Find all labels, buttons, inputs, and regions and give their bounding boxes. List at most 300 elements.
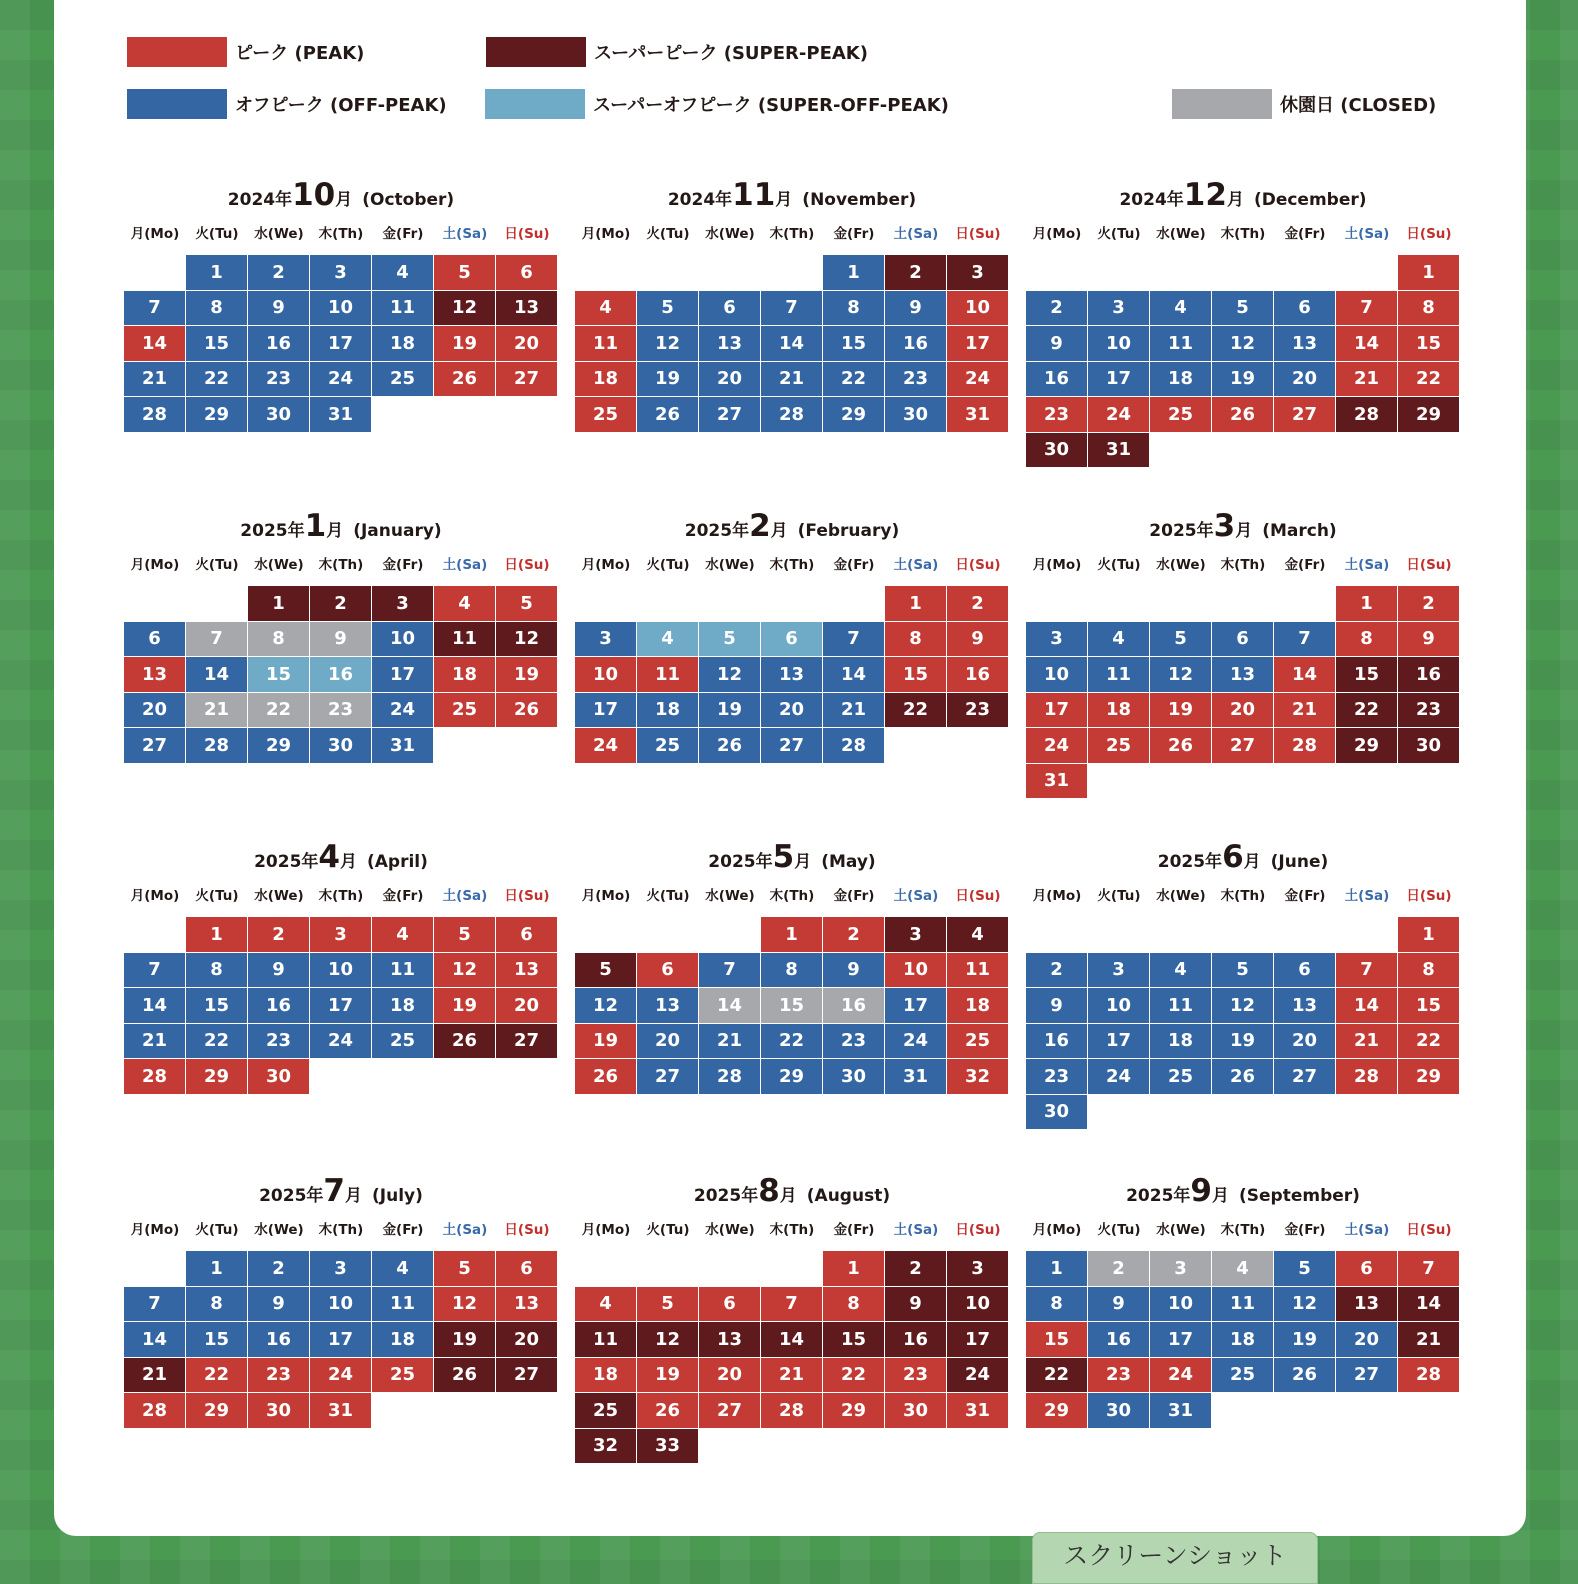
day-cell: 1 <box>1398 917 1460 953</box>
weekday-label: 月(Mo) <box>581 888 631 904</box>
blank-cell <box>1274 255 1336 291</box>
day-cell: 27 <box>1274 397 1336 433</box>
day-cell: 3 <box>947 255 1009 291</box>
month-title <box>575 175 1009 215</box>
weekday-label: 日(Su) <box>955 557 1001 573</box>
day-cell: 21 <box>124 1358 186 1394</box>
day-cell: 13 <box>1274 326 1336 362</box>
day-cell: 2 <box>1026 291 1088 327</box>
day-cell: 19 <box>699 693 761 729</box>
month-year: 2025年 <box>1157 852 1223 872</box>
day-cell: 25 <box>575 1393 637 1429</box>
day-grid <box>124 1251 558 1429</box>
day-cell: 5 <box>1150 622 1212 658</box>
day-cell: 1 <box>186 255 248 291</box>
blank-cell <box>186 586 248 622</box>
day-cell: 11 <box>637 657 699 693</box>
blank-cell <box>575 1251 637 1287</box>
weekday-label: 水(We) <box>705 226 755 242</box>
weekday-label: 木(Th) <box>769 1222 815 1238</box>
blank-cell <box>575 586 637 622</box>
day-cell: 18 <box>575 362 637 398</box>
weekday-label: 水(We) <box>254 888 304 904</box>
weekday-label: 水(We) <box>1156 1222 1206 1238</box>
day-cell: 14 <box>761 1322 823 1358</box>
day-cell: 4 <box>1150 953 1212 989</box>
month-english: (December) <box>1253 190 1367 210</box>
day-cell: 17 <box>947 1322 1009 1358</box>
day-cell: 5 <box>575 953 637 989</box>
day-cell: 20 <box>1212 693 1274 729</box>
weekday-label: 金(Fr) <box>1284 888 1326 904</box>
day-cell: 29 <box>186 1393 248 1429</box>
day-cell: 10 <box>947 1287 1009 1323</box>
blank-cell <box>1150 255 1212 291</box>
day-cell: 3 <box>310 917 372 953</box>
day-cell: 12 <box>1212 326 1274 362</box>
weekday-label: 木(Th) <box>318 888 364 904</box>
day-cell: 17 <box>947 326 1009 362</box>
weekday-label: 月(Mo) <box>1032 1222 1082 1238</box>
day-cell: 2 <box>248 1251 310 1287</box>
day-cell: 16 <box>885 326 947 362</box>
day-cell: 26 <box>1212 397 1274 433</box>
weekday-label: 日(Su) <box>955 1222 1001 1238</box>
day-cell: 6 <box>761 622 823 658</box>
day-cell: 11 <box>372 953 434 989</box>
month-year: 2025年 <box>259 1186 324 1206</box>
blank-cell <box>1336 917 1398 953</box>
day-cell: 9 <box>885 291 947 327</box>
legend-label-superoffpeak: スーパーオフピーク (SUPER-OFF-PEAK) <box>593 95 949 116</box>
day-cell: 1 <box>248 586 310 622</box>
day-cell: 23 <box>1398 693 1460 729</box>
day-cell: 30 <box>885 1393 947 1429</box>
blank-cell <box>1088 586 1150 622</box>
month-title <box>124 175 558 215</box>
day-cell: 24 <box>885 1024 947 1060</box>
day-cell: 10 <box>575 657 637 693</box>
month-number: 4 <box>318 839 340 875</box>
blank-cell <box>637 255 699 291</box>
day-cell: 23 <box>248 1358 310 1394</box>
day-cell: 3 <box>885 917 947 953</box>
day-cell: 10 <box>885 953 947 989</box>
day-cell: 7 <box>699 953 761 989</box>
weekday-label: 金(Fr) <box>833 226 875 242</box>
day-cell: 22 <box>186 1024 248 1060</box>
day-cell: 20 <box>637 1024 699 1060</box>
weekday-label: 木(Th) <box>318 1222 364 1238</box>
weekday-header <box>1026 548 1460 578</box>
day-cell: 11 <box>575 1322 637 1358</box>
legend-swatch-superoffpeak <box>485 89 585 119</box>
day-cell: 30 <box>248 1393 310 1429</box>
day-cell: 1 <box>761 917 823 953</box>
day-cell: 4 <box>372 1251 434 1287</box>
blank-cell <box>699 1251 761 1287</box>
day-cell: 13 <box>1336 1287 1398 1323</box>
day-cell: 27 <box>761 728 823 764</box>
day-cell: 19 <box>434 988 496 1024</box>
day-cell: 1 <box>186 1251 248 1287</box>
blank-cell <box>1336 255 1398 291</box>
day-cell: 13 <box>496 291 558 327</box>
day-cell: 17 <box>1088 1024 1150 1060</box>
day-cell: 28 <box>1398 1358 1460 1394</box>
day-cell: 21 <box>761 362 823 398</box>
weekday-label: 土(Sa) <box>893 888 939 904</box>
day-cell: 9 <box>1088 1287 1150 1323</box>
day-cell: 17 <box>575 693 637 729</box>
month-year: 2025年 <box>254 852 319 872</box>
day-cell: 8 <box>186 291 248 327</box>
day-cell: 9 <box>1026 988 1088 1024</box>
day-cell: 25 <box>1088 728 1150 764</box>
month-calendar <box>124 1171 558 1429</box>
day-cell: 8 <box>1336 622 1398 658</box>
day-cell: 26 <box>434 1358 496 1394</box>
day-cell: 23 <box>1026 1059 1088 1095</box>
day-cell: 11 <box>1088 657 1150 693</box>
day-cell: 3 <box>1088 953 1150 989</box>
day-cell: 4 <box>372 917 434 953</box>
weekday-label: 水(We) <box>705 888 755 904</box>
day-cell: 6 <box>496 255 558 291</box>
month-number: 1 <box>304 508 327 544</box>
day-cell: 31 <box>310 1393 372 1429</box>
legend-offpeak <box>127 88 447 120</box>
month-suffix: 月 <box>779 1186 797 1206</box>
day-cell: 25 <box>947 1024 1009 1060</box>
blank-cell <box>1150 586 1212 622</box>
day-cell: 7 <box>1336 291 1398 327</box>
day-cell: 8 <box>823 291 885 327</box>
day-cell: 24 <box>1026 728 1088 764</box>
day-cell: 15 <box>248 657 310 693</box>
day-cell: 12 <box>637 326 699 362</box>
day-cell: 30 <box>310 728 372 764</box>
day-cell: 29 <box>1336 728 1398 764</box>
day-cell: 19 <box>637 362 699 398</box>
month-calendar <box>1026 506 1460 799</box>
month-calendar <box>124 506 558 764</box>
day-cell: 6 <box>1336 1251 1398 1287</box>
day-cell: 20 <box>761 693 823 729</box>
day-cell: 6 <box>699 1287 761 1323</box>
screenshot-tab[interactable]: スクリーンショット <box>1032 1532 1318 1584</box>
month-calendar <box>575 175 1009 433</box>
month-suffix: 月 <box>340 852 357 872</box>
weekday-label: 土(Sa) <box>442 888 488 904</box>
day-cell: 8 <box>1398 291 1460 327</box>
day-cell: 10 <box>1026 657 1088 693</box>
month-number: 7 <box>323 1173 345 1209</box>
month-year: 2024年 <box>667 190 733 210</box>
weekday-label: 土(Sa) <box>893 226 939 242</box>
day-cell: 18 <box>1150 1024 1212 1060</box>
weekday-label: 日(Su) <box>504 557 550 573</box>
month-number: 9 <box>1190 1173 1212 1209</box>
weekday-label: 月(Mo) <box>1032 888 1082 904</box>
day-cell: 26 <box>434 362 496 398</box>
day-cell: 9 <box>310 622 372 658</box>
day-cell: 30 <box>823 1059 885 1095</box>
day-cell: 22 <box>761 1024 823 1060</box>
day-cell: 31 <box>372 728 434 764</box>
day-cell: 8 <box>186 1287 248 1323</box>
day-cell: 12 <box>434 1287 496 1323</box>
day-grid <box>575 917 1009 1095</box>
weekday-label: 月(Mo) <box>130 888 180 904</box>
day-cell: 5 <box>637 291 699 327</box>
blank-cell <box>1212 917 1274 953</box>
day-cell: 19 <box>1274 1322 1336 1358</box>
weekday-label: 木(Th) <box>1220 226 1266 242</box>
day-cell: 7 <box>1336 953 1398 989</box>
weekday-label: 木(Th) <box>318 557 364 573</box>
day-grid <box>1026 255 1460 468</box>
day-cell: 19 <box>1212 1024 1274 1060</box>
day-cell: 11 <box>434 622 496 658</box>
blank-cell <box>1212 255 1274 291</box>
weekday-label: 日(Su) <box>504 226 550 242</box>
day-grid <box>124 917 558 1095</box>
day-cell: 27 <box>124 728 186 764</box>
weekday-label: 月(Mo) <box>581 1222 631 1238</box>
month-english: (January) <box>353 521 442 541</box>
day-cell: 24 <box>310 362 372 398</box>
day-cell: 29 <box>186 397 248 433</box>
day-cell: 17 <box>1150 1322 1212 1358</box>
day-cell: 19 <box>434 1322 496 1358</box>
day-cell: 19 <box>496 657 558 693</box>
weekday-label: 水(We) <box>705 557 755 573</box>
day-cell: 20 <box>699 1358 761 1394</box>
day-cell: 4 <box>1212 1251 1274 1287</box>
weekday-label: 日(Su) <box>1406 1222 1452 1238</box>
day-cell: 11 <box>1212 1287 1274 1323</box>
day-cell: 26 <box>637 397 699 433</box>
weekday-label: 日(Su) <box>504 888 550 904</box>
day-cell: 32 <box>575 1429 637 1465</box>
month-number: 3 <box>1213 508 1236 544</box>
day-cell: 1 <box>823 1251 885 1287</box>
weekday-header <box>575 217 1009 247</box>
day-grid <box>1026 917 1460 1130</box>
day-cell: 16 <box>310 657 372 693</box>
month-title <box>1026 1171 1460 1211</box>
day-cell: 9 <box>248 953 310 989</box>
day-cell: 22 <box>186 1358 248 1394</box>
day-cell: 21 <box>124 362 186 398</box>
weekday-label: 火(Tu) <box>646 888 690 904</box>
day-cell: 23 <box>310 693 372 729</box>
day-cell: 25 <box>1212 1358 1274 1394</box>
day-cell: 8 <box>823 1287 885 1323</box>
weekday-label: 火(Tu) <box>1097 226 1141 242</box>
day-cell: 14 <box>1336 988 1398 1024</box>
day-grid <box>124 586 558 764</box>
day-cell: 4 <box>575 1287 637 1323</box>
blank-cell <box>575 255 637 291</box>
day-cell: 25 <box>372 362 434 398</box>
weekday-label: 月(Mo) <box>1032 226 1082 242</box>
month-year: 2024年 <box>1119 190 1184 210</box>
day-cell: 2 <box>1398 586 1460 622</box>
day-cell: 2 <box>1026 953 1088 989</box>
weekday-label: 金(Fr) <box>382 888 424 904</box>
day-cell: 30 <box>1088 1393 1150 1429</box>
day-cell: 14 <box>124 326 186 362</box>
blank-cell <box>124 586 186 622</box>
day-cell: 21 <box>1398 1322 1460 1358</box>
day-cell: 23 <box>248 1024 310 1060</box>
weekday-header <box>575 1213 1009 1243</box>
month-suffix: 月 <box>345 1186 362 1206</box>
weekday-label: 火(Tu) <box>195 888 239 904</box>
weekday-header <box>124 1213 558 1243</box>
day-cell: 16 <box>1026 362 1088 398</box>
weekday-label: 月(Mo) <box>581 557 631 573</box>
day-cell: 24 <box>575 728 637 764</box>
blank-cell <box>124 255 186 291</box>
day-cell: 16 <box>947 657 1009 693</box>
day-cell: 9 <box>1398 622 1460 658</box>
weekday-label: 土(Sa) <box>1344 226 1390 242</box>
day-cell: 27 <box>1212 728 1274 764</box>
legend-label-peak: ピーク (PEAK) <box>235 43 365 64</box>
day-cell: 15 <box>885 657 947 693</box>
weekday-label: 火(Tu) <box>646 226 690 242</box>
day-cell: 25 <box>372 1024 434 1060</box>
day-cell: 31 <box>885 1059 947 1095</box>
month-year: 2025年 <box>240 521 305 541</box>
day-cell: 5 <box>637 1287 699 1323</box>
day-cell: 15 <box>1026 1322 1088 1358</box>
month-english: (July) <box>372 1186 423 1206</box>
weekday-header <box>124 548 558 578</box>
day-cell: 10 <box>947 291 1009 327</box>
day-cell: 16 <box>885 1322 947 1358</box>
weekday-label: 木(Th) <box>769 888 815 904</box>
day-cell: 7 <box>1274 622 1336 658</box>
day-cell: 23 <box>823 1024 885 1060</box>
month-number: 11 <box>732 177 776 213</box>
day-cell: 13 <box>761 657 823 693</box>
day-cell: 22 <box>186 362 248 398</box>
day-cell: 22 <box>248 693 310 729</box>
day-cell: 5 <box>699 622 761 658</box>
weekday-label: 土(Sa) <box>893 1222 939 1238</box>
weekday-header <box>1026 879 1460 909</box>
month-english: (June) <box>1270 852 1329 872</box>
weekday-label: 水(We) <box>254 557 304 573</box>
legend-swatch-peak <box>127 37 227 67</box>
day-cell: 21 <box>1336 1024 1398 1060</box>
weekday-label: 金(Fr) <box>1284 557 1326 573</box>
month-suffix: 月 <box>1235 521 1253 541</box>
month-english: (May) <box>821 852 876 872</box>
month-english: (February) <box>797 521 900 541</box>
day-cell: 18 <box>372 988 434 1024</box>
day-cell: 1 <box>885 586 947 622</box>
weekday-label: 火(Tu) <box>1097 1222 1141 1238</box>
day-cell: 14 <box>124 988 186 1024</box>
day-cell: 20 <box>1274 362 1336 398</box>
day-cell: 26 <box>575 1059 637 1095</box>
day-cell: 6 <box>1212 622 1274 658</box>
day-cell: 13 <box>496 1287 558 1323</box>
day-cell: 12 <box>496 622 558 658</box>
day-cell: 1 <box>1336 586 1398 622</box>
month-number: 12 <box>1183 177 1227 213</box>
day-cell: 15 <box>823 1322 885 1358</box>
weekday-label: 木(Th) <box>1220 888 1266 904</box>
legend-peak <box>127 36 364 68</box>
day-grid <box>575 255 1009 433</box>
day-cell: 21 <box>823 693 885 729</box>
blank-cell <box>1088 255 1150 291</box>
day-cell: 7 <box>124 953 186 989</box>
day-cell: 12 <box>575 988 637 1024</box>
weekday-label: 火(Tu) <box>646 1222 690 1238</box>
month-calendar <box>575 837 1009 1095</box>
day-cell: 9 <box>1026 326 1088 362</box>
day-cell: 12 <box>1274 1287 1336 1323</box>
day-cell: 17 <box>310 988 372 1024</box>
weekday-label: 金(Fr) <box>1284 1222 1326 1238</box>
day-cell: 16 <box>1398 657 1460 693</box>
day-cell: 10 <box>310 291 372 327</box>
day-cell: 16 <box>1026 1024 1088 1060</box>
day-cell: 25 <box>575 397 637 433</box>
day-cell: 7 <box>124 291 186 327</box>
day-cell: 16 <box>248 326 310 362</box>
day-cell: 12 <box>1212 988 1274 1024</box>
day-cell: 4 <box>637 622 699 658</box>
day-cell: 22 <box>1026 1358 1088 1394</box>
month-title <box>575 506 1009 546</box>
day-cell: 14 <box>699 988 761 1024</box>
day-cell: 26 <box>1150 728 1212 764</box>
weekday-label: 土(Sa) <box>1344 557 1390 573</box>
day-cell: 14 <box>124 1322 186 1358</box>
day-cell: 15 <box>186 1322 248 1358</box>
day-cell: 22 <box>823 362 885 398</box>
day-cell: 6 <box>496 917 558 953</box>
month-english: (March) <box>1262 521 1337 541</box>
blank-cell <box>699 917 761 953</box>
day-cell: 29 <box>1026 1393 1088 1429</box>
blank-cell <box>1026 255 1088 291</box>
day-cell: 26 <box>1212 1059 1274 1095</box>
weekday-label: 日(Su) <box>1406 226 1452 242</box>
day-cell: 27 <box>699 397 761 433</box>
day-cell: 10 <box>372 622 434 658</box>
day-cell: 28 <box>124 397 186 433</box>
day-grid <box>124 255 558 433</box>
month-title <box>575 837 1009 877</box>
day-cell: 28 <box>186 728 248 764</box>
day-cell: 24 <box>947 362 1009 398</box>
day-cell: 23 <box>1088 1358 1150 1394</box>
day-cell: 31 <box>1026 764 1088 800</box>
month-calendar <box>575 1171 1009 1464</box>
day-cell: 27 <box>496 1024 558 1060</box>
day-cell: 33 <box>637 1429 699 1465</box>
day-cell: 6 <box>637 953 699 989</box>
